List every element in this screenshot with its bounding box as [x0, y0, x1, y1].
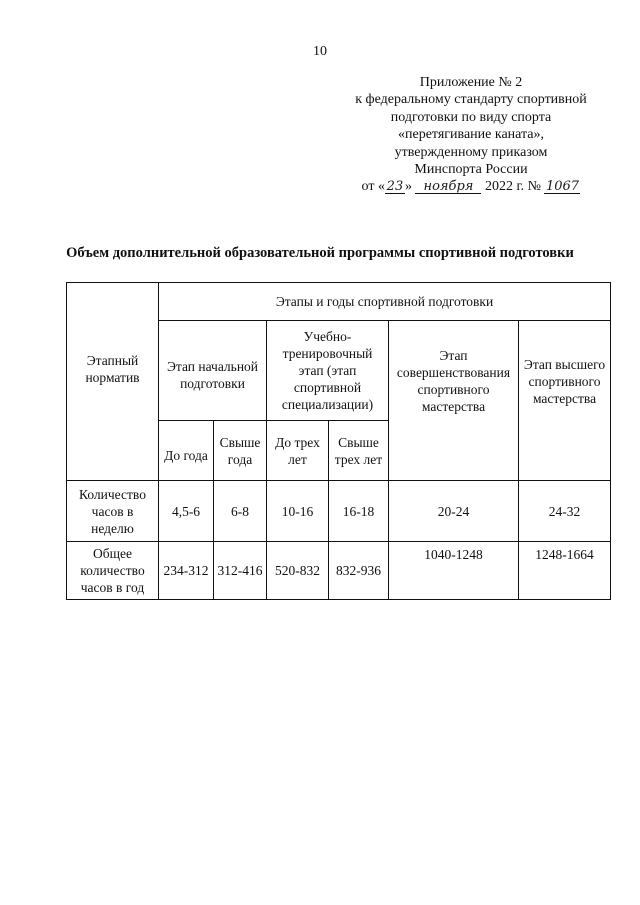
appendix-line: Минспорта России: [414, 162, 528, 178]
sub-training-1: До трех лет: [267, 421, 329, 481]
date-day: 23: [386, 179, 404, 195]
table-cell: 20-24: [389, 481, 519, 542]
table-cell: 520-832: [267, 542, 329, 600]
table-cell: 1248-1664: [519, 542, 611, 600]
table-cell: 16-18: [329, 481, 389, 542]
sub-initial-2: Свыше года: [214, 421, 267, 481]
table-cell: 10-16: [267, 481, 329, 542]
order-date-line: [336, 178, 606, 195]
stage-initial-header: Этап начальной подготовки: [159, 321, 267, 421]
stage-training-header: Учебно-тренировочный этап (этап спортивной специализации): [267, 321, 389, 421]
appendix-line: «перетягивание каната»,: [397, 127, 544, 143]
program-volume-table: [66, 282, 611, 600]
table-cell: 1040-1248: [389, 542, 519, 600]
date-month: ноября: [415, 180, 481, 194]
appendix-line: утвержденному приказом: [394, 144, 548, 160]
appendix-block: [336, 74, 606, 196]
date-year: 2022 г. №: [484, 179, 541, 195]
norm-header: Этапный норматив: [67, 283, 159, 481]
table-cell: 4,5-6: [159, 481, 214, 542]
document-title: Объем дополнительной образовательной программы спортивной подготовки: [66, 245, 574, 261]
page-number: 10: [313, 44, 327, 59]
table-cell: 24-32: [519, 481, 611, 542]
stage-improvement-header: Этап совершенствования спортивного мастерства: [389, 321, 519, 481]
appendix-line: подготовки по виду спорта: [390, 109, 552, 125]
table-cell: 832-936: [329, 542, 389, 600]
stage-higher-header: Этап высшего спортивного мастерства: [519, 321, 611, 481]
table-cell: 312-416: [214, 542, 267, 600]
order-number: 1067: [545, 179, 580, 195]
table-cell: 6-8: [214, 481, 267, 542]
row-label: Общее количество часов в год: [67, 542, 159, 600]
appendix-line: Приложение № 2: [419, 75, 523, 90]
table-cell: 234-312: [159, 542, 214, 600]
date-prefix: от «: [361, 179, 385, 195]
stages-header: Этапы и годы спортивной подготовки: [159, 283, 611, 321]
sub-training-2: Свыше трех лет: [329, 421, 389, 481]
appendix-line: к федеральному стандарту спортивной: [355, 92, 587, 108]
row-label: Количество часов в неделю: [67, 481, 159, 542]
date-mid: »: [404, 179, 412, 195]
sub-initial-1: До года: [159, 421, 214, 481]
